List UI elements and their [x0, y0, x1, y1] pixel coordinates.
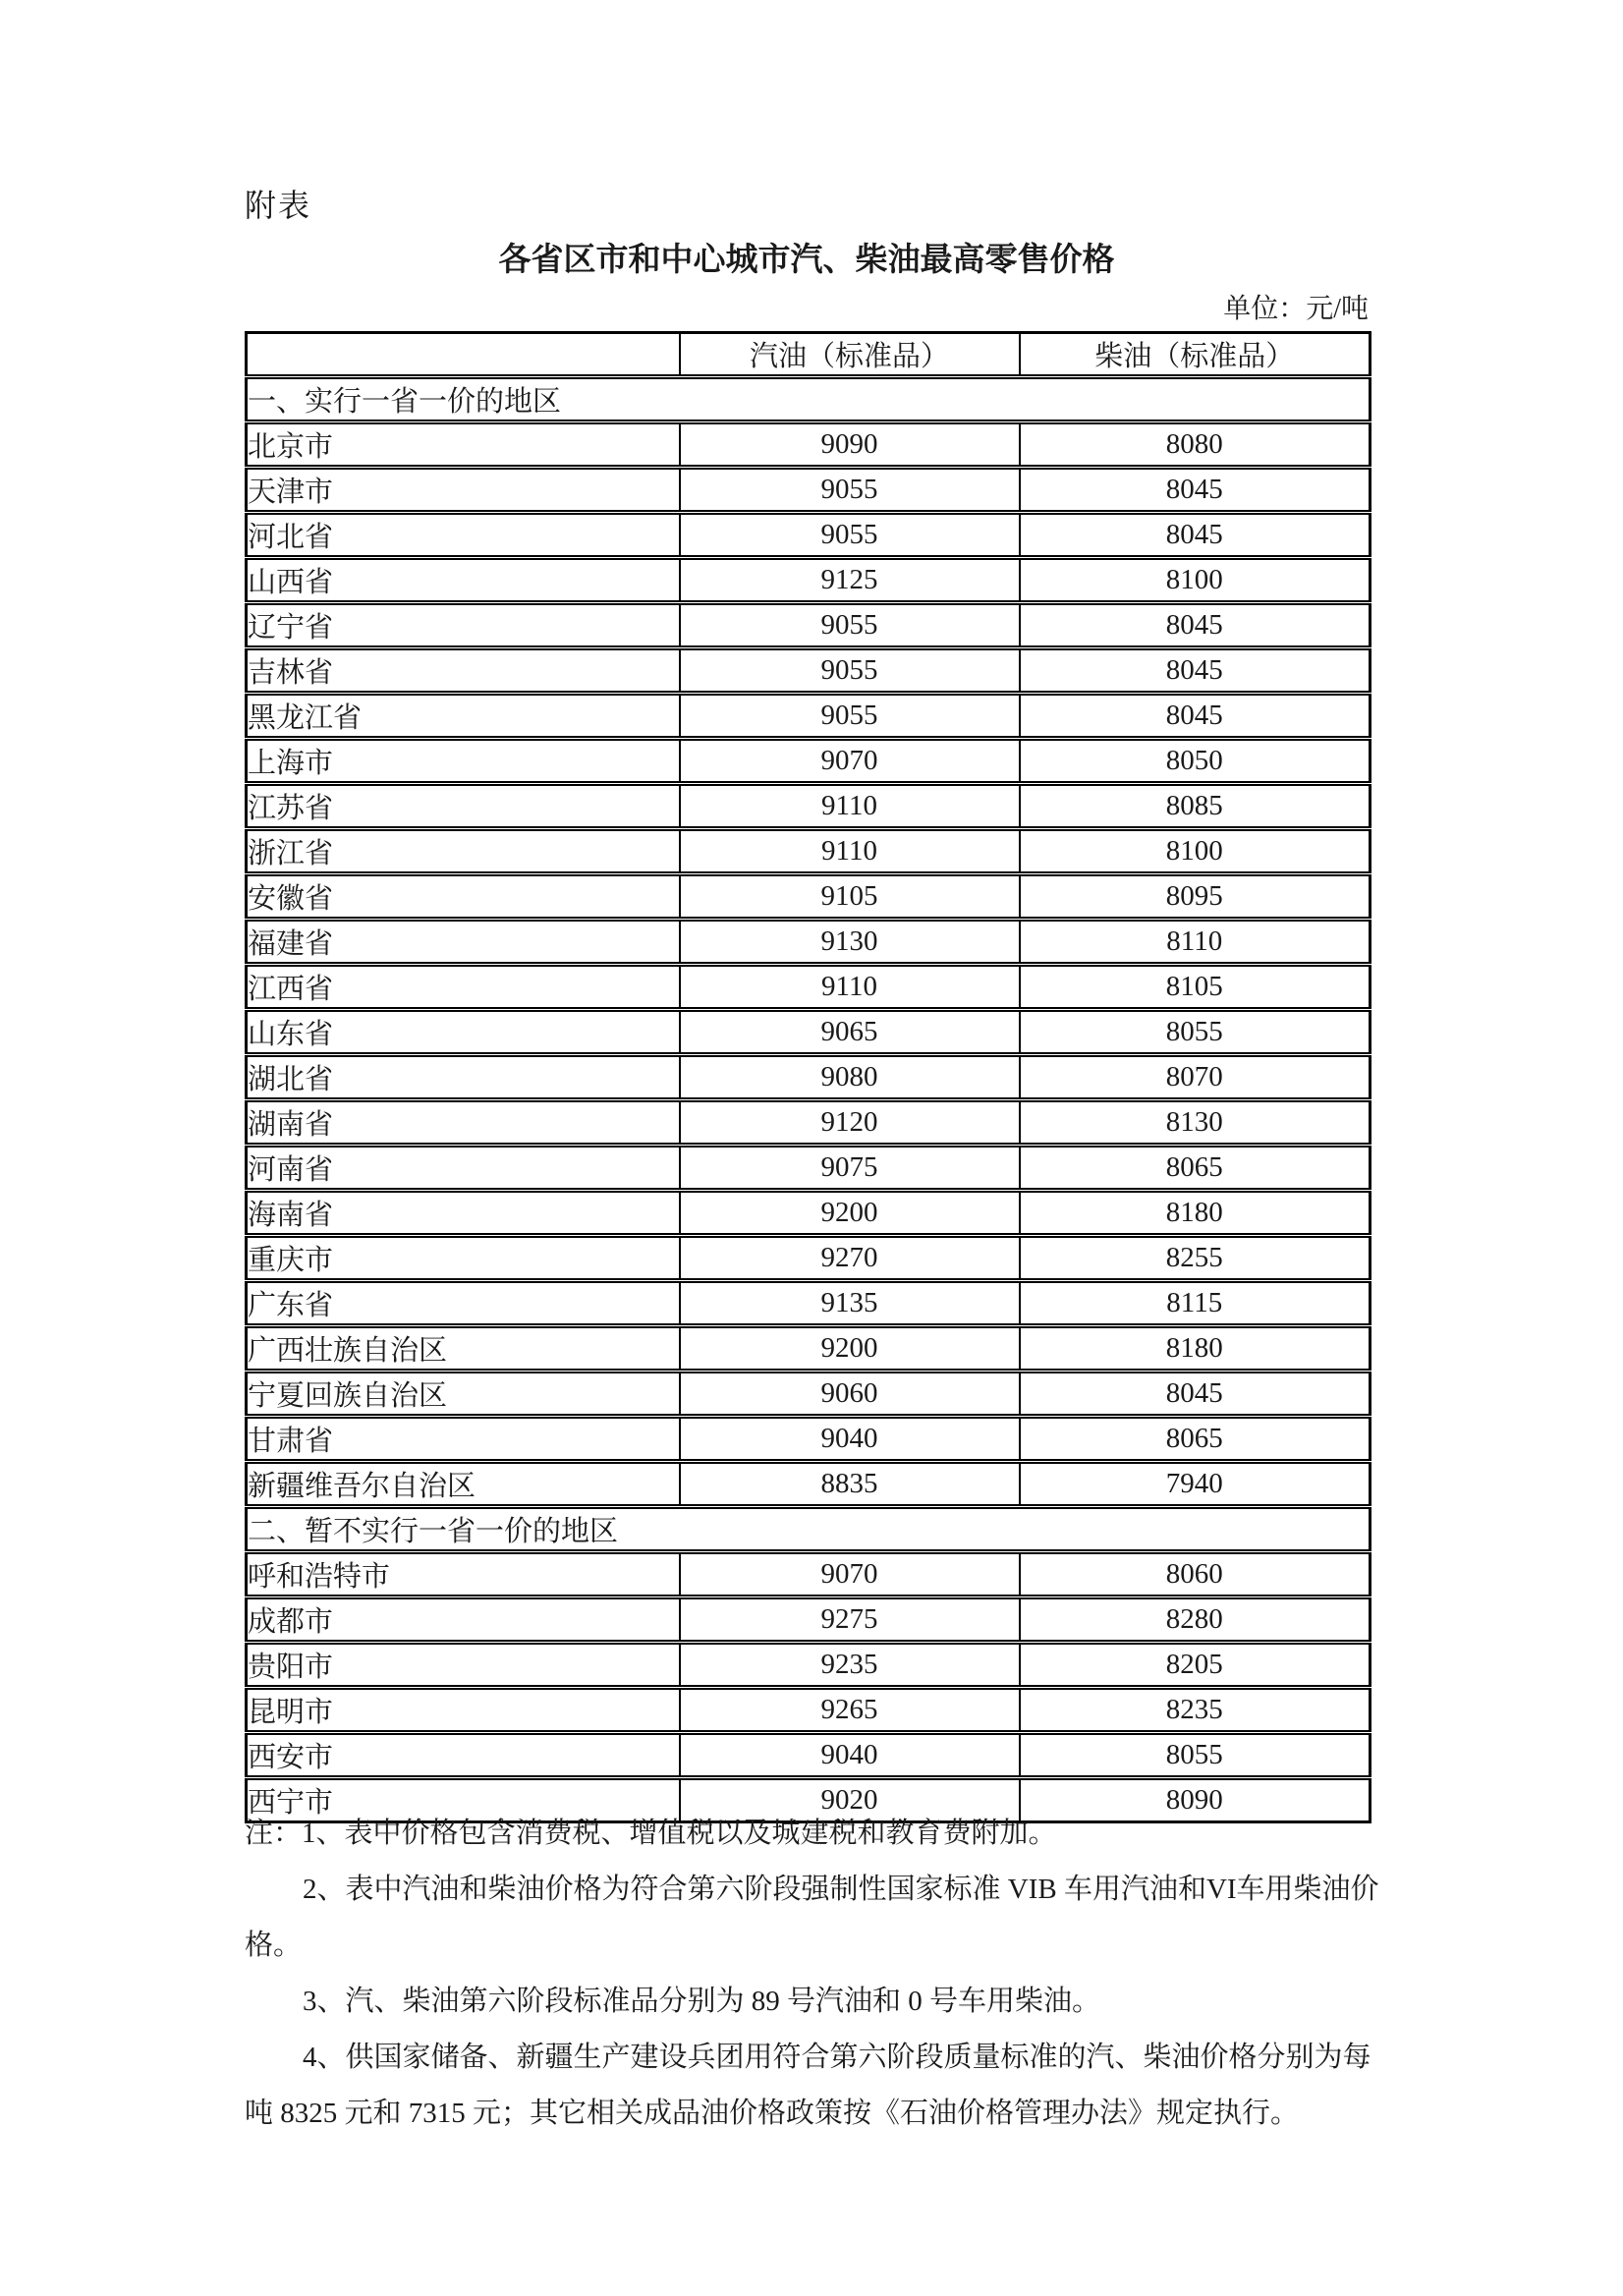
table-row — [247, 1146, 1371, 1191]
gasoline-price-cell: 9020 — [680, 1778, 1020, 1822]
region-cell: 山西省 — [248, 567, 334, 598]
diesel-price-cell: 8060 — [1020, 1552, 1371, 1597]
region-cell: 天津市 — [248, 476, 334, 508]
section-header-row — [247, 1507, 1371, 1552]
diesel-price-cell: 7940 — [1020, 1462, 1371, 1507]
gasoline-price-cell: 9055 — [680, 468, 1020, 513]
note-line: 格。 — [245, 1930, 303, 1961]
column-header-diesel: 柴油（标准品） — [1020, 333, 1371, 377]
table-row — [247, 1462, 1371, 1507]
gasoline-price-cell: 9080 — [680, 1055, 1020, 1100]
table-row — [247, 1326, 1371, 1372]
region-cell: 西安市 — [248, 1742, 334, 1773]
diesel-price-cell: 8045 — [1020, 648, 1371, 694]
unit-label: 单位：元/吨 — [1223, 294, 1369, 324]
gasoline-price-cell: 9105 — [680, 874, 1020, 920]
table-row — [247, 1643, 1371, 1688]
section-header-row — [247, 377, 1371, 422]
region-cell: 贵阳市 — [248, 1652, 334, 1683]
diesel-price-cell: 8045 — [1020, 513, 1371, 558]
table-row — [247, 648, 1371, 694]
gasoline-price-cell: 9040 — [680, 1733, 1020, 1778]
region-cell: 海南省 — [248, 1200, 334, 1231]
diesel-price-cell: 8065 — [1020, 1146, 1371, 1191]
gasoline-price-cell: 9120 — [680, 1100, 1020, 1146]
gasoline-price-cell: 9055 — [680, 694, 1020, 739]
gasoline-price-cell: 9075 — [680, 1146, 1020, 1191]
diesel-price-cell: 8180 — [1020, 1326, 1371, 1372]
gasoline-price-cell: 9135 — [680, 1281, 1020, 1326]
table-row — [247, 1100, 1371, 1146]
table-row — [247, 1010, 1371, 1055]
region-cell: 浙江省 — [248, 838, 334, 869]
gasoline-price-cell: 9055 — [680, 603, 1020, 648]
region-cell: 辽宁省 — [248, 612, 334, 644]
region-cell: 湖北省 — [248, 1064, 334, 1095]
gasoline-price-cell: 8835 — [680, 1462, 1020, 1507]
diesel-price-cell: 8065 — [1020, 1417, 1371, 1462]
table-row — [247, 874, 1371, 920]
diesel-price-cell: 8050 — [1020, 739, 1371, 784]
region-cell: 福建省 — [248, 928, 334, 960]
gasoline-price-cell: 9060 — [680, 1372, 1020, 1417]
table-row — [247, 965, 1371, 1010]
gasoline-price-cell: 9065 — [680, 1010, 1020, 1055]
table-row — [247, 829, 1371, 874]
gasoline-price-cell: 9070 — [680, 739, 1020, 784]
region-cell: 湖南省 — [248, 1109, 334, 1141]
region-cell: 重庆市 — [248, 1245, 334, 1276]
table-row — [247, 1236, 1371, 1281]
table-row — [247, 1417, 1371, 1462]
table-row — [247, 558, 1371, 603]
table-row — [247, 694, 1371, 739]
region-cell: 江苏省 — [248, 793, 334, 824]
table-row — [247, 422, 1371, 468]
diesel-price-cell: 8095 — [1020, 874, 1371, 920]
table-row — [247, 784, 1371, 829]
diesel-price-cell: 8055 — [1020, 1733, 1371, 1778]
gasoline-price-cell: 9090 — [680, 422, 1020, 468]
diesel-price-cell: 8280 — [1020, 1597, 1371, 1643]
diesel-price-cell: 8045 — [1020, 603, 1371, 648]
diesel-price-cell: 8080 — [1020, 422, 1371, 468]
gasoline-price-cell: 9070 — [680, 1552, 1020, 1597]
diesel-price-cell: 8205 — [1020, 1643, 1371, 1688]
diesel-price-cell: 8105 — [1020, 965, 1371, 1010]
table-row — [247, 1552, 1371, 1597]
diesel-price-cell: 8180 — [1020, 1191, 1371, 1236]
gasoline-price-cell: 9235 — [680, 1643, 1020, 1688]
gasoline-price-cell: 9275 — [680, 1597, 1020, 1643]
diesel-price-cell: 8070 — [1020, 1055, 1371, 1100]
table-row — [247, 1688, 1371, 1733]
region-cell: 成都市 — [248, 1606, 334, 1638]
table-row — [247, 468, 1371, 513]
notes-block — [245, 1806, 1433, 2142]
diesel-price-cell: 8115 — [1020, 1281, 1371, 1326]
region-cell: 河北省 — [248, 522, 334, 553]
column-header-gasoline: 汽油（标准品） — [680, 333, 1020, 377]
region-cell: 河南省 — [248, 1154, 334, 1186]
gasoline-price-cell: 9110 — [680, 965, 1020, 1010]
diesel-price-cell: 8100 — [1020, 558, 1371, 603]
region-cell: 昆明市 — [248, 1697, 334, 1728]
table-row — [247, 1191, 1371, 1236]
table-row — [247, 603, 1371, 648]
region-cell: 安徽省 — [248, 883, 334, 915]
region-cell: 广西壮族自治区 — [248, 1335, 448, 1367]
region-cell: 新疆维吾尔自治区 — [248, 1471, 476, 1502]
region-cell: 上海市 — [248, 748, 334, 779]
gasoline-price-cell: 9200 — [680, 1326, 1020, 1372]
price-table — [245, 331, 1371, 1823]
diesel-price-cell: 8090 — [1020, 1778, 1371, 1822]
gasoline-price-cell: 9130 — [680, 920, 1020, 965]
gasoline-price-cell: 9125 — [680, 558, 1020, 603]
table-header-row — [247, 333, 1371, 377]
gasoline-price-cell: 9200 — [680, 1191, 1020, 1236]
diesel-price-cell: 8045 — [1020, 694, 1371, 739]
region-cell: 山东省 — [248, 1019, 334, 1050]
region-cell: 黑龙江省 — [248, 702, 363, 734]
note-line: 4、供国家储备、新疆生产建设兵团用符合第六阶段质量标准的汽、柴油价格分别为每 — [303, 2042, 1371, 2073]
gasoline-price-cell: 9040 — [680, 1417, 1020, 1462]
diesel-price-cell: 8235 — [1020, 1688, 1371, 1733]
note-line: 3、汽、柴油第六阶段标准品分别为 89 号汽油和 0 号车用柴油。 — [303, 1986, 1101, 2017]
note-line: 吨 8325 元和 7315 元；其它相关成品油价格政策按《石油价格管理办法》规定执行。 — [245, 2098, 1300, 2129]
region-cell: 吉林省 — [248, 657, 334, 689]
region-cell: 甘肃省 — [248, 1426, 334, 1457]
gasoline-price-cell: 9110 — [680, 829, 1020, 874]
diesel-price-cell: 8110 — [1020, 920, 1371, 965]
note-line: 2、表中汽油和柴油价格为符合第六阶段强制性国家标准 VIB 车用汽油和VI车用柴油价 — [303, 1874, 1379, 1905]
table-row — [247, 1372, 1371, 1417]
gasoline-price-cell: 9265 — [680, 1688, 1020, 1733]
region-cell: 江西省 — [248, 974, 334, 1005]
diesel-price-cell: 8255 — [1020, 1236, 1371, 1281]
table-row — [247, 739, 1371, 784]
section-label: 二、暂不实行一省一价的地区 — [248, 1516, 619, 1547]
gasoline-price-cell: 9270 — [680, 1236, 1020, 1281]
gasoline-price-cell: 9110 — [680, 784, 1020, 829]
diesel-price-cell: 8055 — [1020, 1010, 1371, 1055]
region-cell: 呼和浩特市 — [248, 1561, 391, 1593]
diesel-price-cell: 8045 — [1020, 1372, 1371, 1417]
table-row — [247, 1055, 1371, 1100]
appendix-label: 附表 — [245, 188, 312, 223]
table-row — [247, 513, 1371, 558]
gasoline-price-cell: 9055 — [680, 513, 1020, 558]
region-cell: 宁夏回族自治区 — [248, 1380, 448, 1412]
table-row — [247, 1281, 1371, 1326]
gasoline-price-cell: 9055 — [680, 648, 1020, 694]
section-label: 一、实行一省一价的地区 — [248, 386, 562, 418]
column-header-region — [247, 333, 680, 377]
diesel-price-cell: 8045 — [1020, 468, 1371, 513]
table-row — [247, 920, 1371, 965]
note-line: 注：1、表中价格包含消费税、增值税以及城建税和教育费附加。 — [245, 1818, 1057, 1849]
page-title: 各省区市和中心城市汽、柴油最高零售价格 — [498, 243, 1115, 278]
table-row — [247, 1597, 1371, 1643]
diesel-price-cell: 8130 — [1020, 1100, 1371, 1146]
diesel-price-cell: 8085 — [1020, 784, 1371, 829]
table-row — [247, 1733, 1371, 1778]
region-cell: 北京市 — [248, 431, 334, 463]
region-cell: 西宁市 — [248, 1787, 334, 1819]
region-cell: 广东省 — [248, 1290, 334, 1321]
diesel-price-cell: 8100 — [1020, 829, 1371, 874]
